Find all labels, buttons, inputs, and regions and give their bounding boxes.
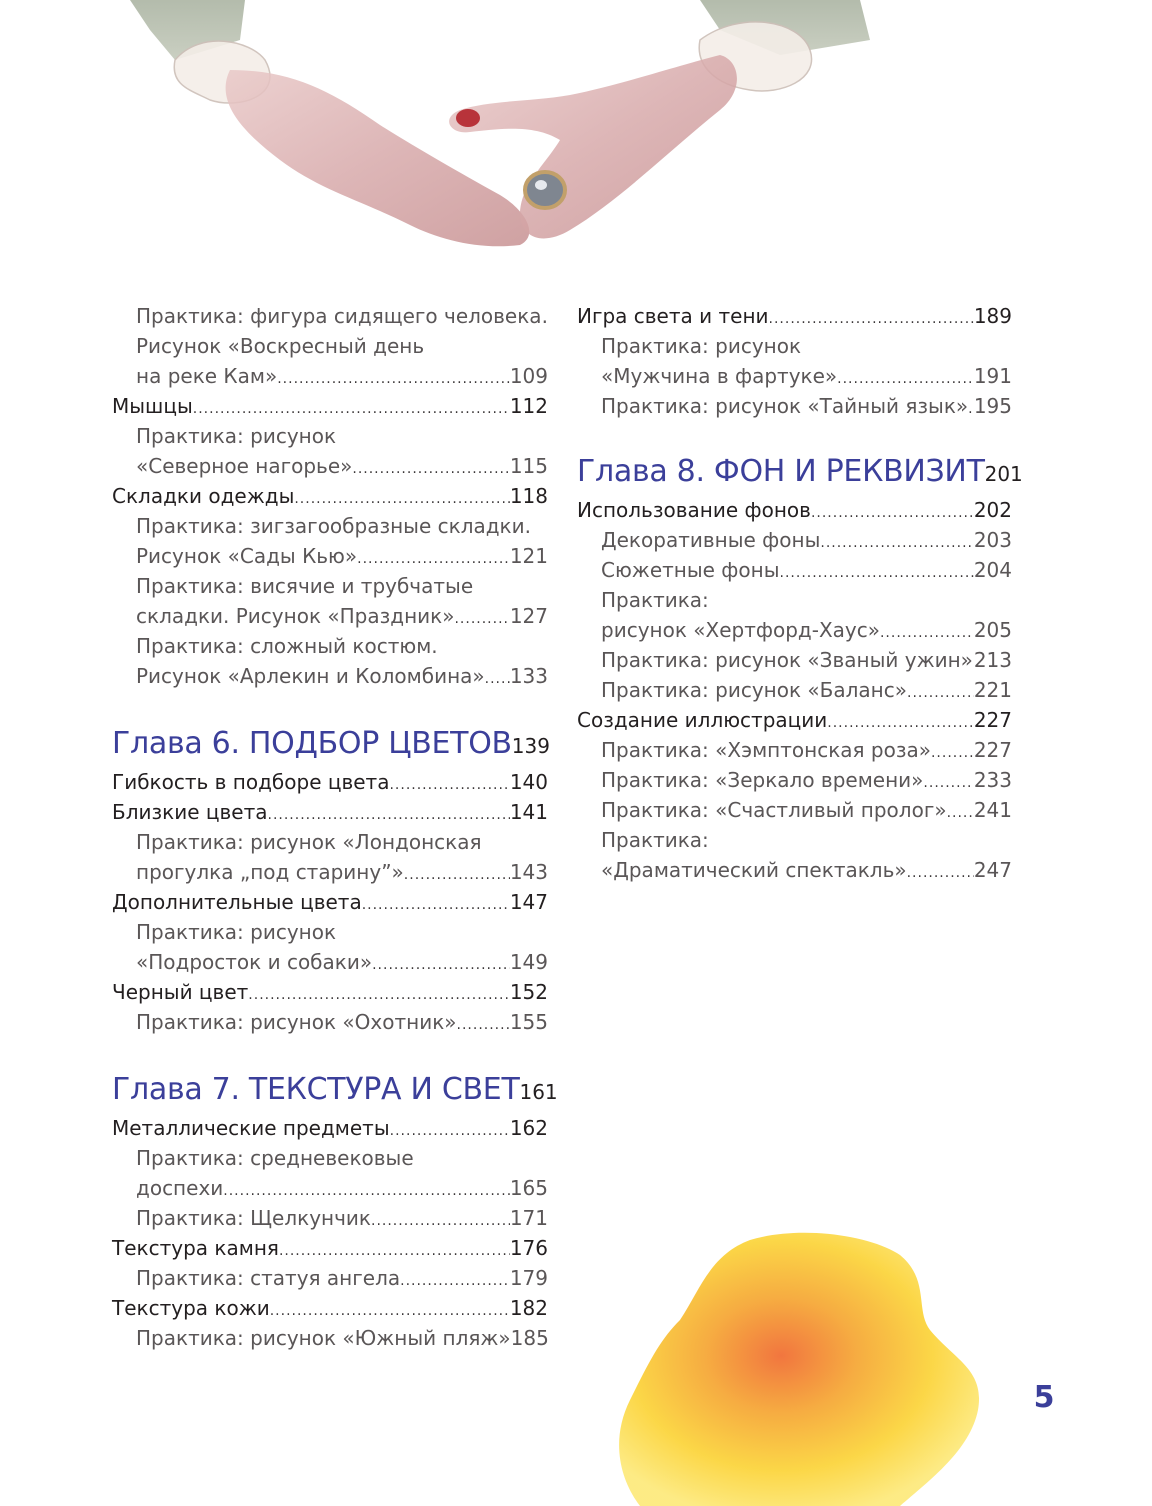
entry-text: Практика: рисунок «Тайный язык» <box>601 394 969 418</box>
entry-text: Практика: сложный костюм. <box>136 634 438 658</box>
page-ref: 213 <box>973 648 1012 672</box>
entry-text: Сюжетные фоны <box>601 558 780 582</box>
page-ref: 152 <box>509 980 548 1004</box>
dot-leader <box>279 1236 510 1266</box>
entry-text: Практика: висячие и трубчатые <box>136 574 474 598</box>
toc-subentry[interactable] <box>577 391 1012 421</box>
entry-text: Практика: <box>601 828 709 852</box>
dot-leader <box>223 1176 510 1206</box>
entry-text: Черный цвет <box>112 980 249 1004</box>
dot-leader <box>837 364 974 394</box>
page-ref: 195 <box>973 394 1012 418</box>
toc-entry-line <box>112 421 548 451</box>
page-ref: 115 <box>509 454 548 478</box>
entry-text: «Северное нагорье» <box>136 454 353 478</box>
toc-subentry[interactable] <box>577 675 1012 705</box>
page-ref: 141 <box>509 800 548 824</box>
entry-text: Игра света и тени <box>577 304 769 328</box>
page-ref: 247 <box>973 858 1012 882</box>
entry-text: Практика: рисунок «Южный пляж» <box>136 1326 511 1350</box>
page-ref: 165 <box>509 1176 548 1200</box>
entry-text: «Драматический спектакль» <box>601 858 907 882</box>
page-ref: 185 <box>510 1326 549 1350</box>
page-ref: 182 <box>509 1296 548 1320</box>
page-ref: 203 <box>973 528 1012 552</box>
page-ref: 121 <box>509 544 548 568</box>
entry-text: Мышцы <box>112 394 193 418</box>
entry-text: доспехи <box>136 1176 224 1200</box>
page-ref: 161 <box>519 1080 558 1104</box>
entry-text: Практика: рисунок «Охотник» <box>136 1010 457 1034</box>
entry-text: прогулка „под старину”» <box>136 860 404 884</box>
page-ref: 109 <box>509 364 548 388</box>
page-ref: 201 <box>984 462 1023 486</box>
entry-text: Практика: рисунок <box>601 334 802 358</box>
page-ref: 139 <box>511 734 550 758</box>
toc-section-entry[interactable] <box>577 495 1012 525</box>
toc-subentry[interactable] <box>112 451 548 481</box>
toc-subentry[interactable] <box>112 1007 548 1037</box>
dot-leader <box>372 950 510 980</box>
toc-subentry[interactable] <box>577 555 1012 585</box>
toc-section-entry[interactable] <box>577 705 1012 735</box>
chapter-title: Глава 8. ФОН И РЕКВИЗИТ <box>577 454 985 489</box>
entry-text: Рисунок «Воскресный день <box>136 334 425 358</box>
entry-text: Практика: рисунок «Званый ужин» <box>601 648 973 672</box>
chapter-title: Глава 7. ТЕКСТУРА И СВЕТ <box>112 1072 520 1107</box>
page-ref: 202 <box>973 498 1012 522</box>
entry-text: рисунок «Хертфорд-Хаус» <box>601 618 880 642</box>
entry-text: Практика: рисунок «Баланс» <box>601 678 907 702</box>
toc-subentry[interactable] <box>577 765 1012 795</box>
toc-entry-line <box>112 827 548 857</box>
dot-leader <box>352 454 509 484</box>
toc-entry-line <box>577 825 1012 855</box>
dot-leader <box>485 664 510 694</box>
entry-text: Металлические предметы <box>112 1116 390 1140</box>
entry-text: Практика: фигура сидящего человека. <box>136 304 548 328</box>
toc-section-entry[interactable] <box>112 1293 548 1323</box>
page-ref: 204 <box>973 558 1012 582</box>
toc-subentry[interactable] <box>112 601 548 631</box>
toc-entry-line <box>577 585 1012 615</box>
toc-subentry[interactable] <box>112 361 548 391</box>
dot-leader <box>880 618 974 648</box>
toc-subentry[interactable] <box>112 1173 548 1203</box>
dot-leader <box>371 1206 510 1236</box>
entry-text: Гибкость в подборе цвета <box>112 770 390 794</box>
dot-leader <box>457 1010 510 1040</box>
toc-section-entry[interactable] <box>112 1113 548 1143</box>
toc-chapter-heading[interactable] <box>112 1067 558 1113</box>
page-ref: 147 <box>509 890 548 914</box>
toc-section-entry[interactable] <box>112 797 548 827</box>
dot-leader <box>769 304 974 334</box>
dot-leader <box>193 394 510 424</box>
chapter-title: Глава 6. ПОДБОР ЦВЕТОВ <box>112 726 512 761</box>
page-ref: 233 <box>973 768 1012 792</box>
entry-text: Близкие цвета <box>112 800 268 824</box>
entry-text: Практика: «Зеркало времени» <box>601 768 924 792</box>
entry-text: Практика: рисунок <box>136 920 337 944</box>
toc-subentry[interactable] <box>577 525 1012 555</box>
entry-text: Декоративные фоны <box>601 528 821 552</box>
toc-entry-line <box>112 571 548 601</box>
page-ref: 143 <box>509 860 548 884</box>
page-ref: 189 <box>973 304 1012 328</box>
entry-text: «Подросток и собаки» <box>136 950 373 974</box>
toc-section-entry[interactable] <box>577 301 1012 331</box>
entry-text: «Мужчина в фартуке» <box>601 364 838 388</box>
toc-section-entry[interactable] <box>112 887 548 917</box>
toc-entry-line <box>112 631 548 661</box>
entry-text: Практика: рисунок <box>136 424 337 448</box>
dot-leader <box>357 544 510 574</box>
dot-leader <box>820 528 973 558</box>
toc-entry-line <box>112 301 548 331</box>
toc-subentry[interactable] <box>112 1323 548 1353</box>
toc-subentry[interactable] <box>577 615 1012 645</box>
dot-leader <box>270 1296 510 1326</box>
dot-leader <box>400 1266 510 1296</box>
dot-leader <box>811 498 974 528</box>
page-ref: 162 <box>509 1116 548 1140</box>
toc-subentry[interactable] <box>577 645 1012 675</box>
dot-leader <box>947 798 974 828</box>
page-ref: 179 <box>509 1266 548 1290</box>
entry-text: Создание иллюстрации <box>577 708 828 732</box>
dot-leader <box>277 364 510 394</box>
toc-section-entry[interactable] <box>112 481 548 511</box>
entry-text: Практика: зигзагообразные складки. <box>136 514 531 538</box>
dot-leader <box>268 800 510 830</box>
entry-text: Складки одежды <box>112 484 295 508</box>
page-ref: 171 <box>509 1206 548 1230</box>
entry-text: Дополнительные цвета <box>112 890 362 914</box>
dot-leader <box>454 604 509 634</box>
toc-entry-line <box>112 331 548 361</box>
toc-section-entry[interactable] <box>112 391 548 421</box>
dot-leader <box>827 708 974 738</box>
toc-chapter-heading[interactable] <box>112 721 548 767</box>
page-ref: 140 <box>509 770 548 794</box>
dot-leader <box>294 484 509 514</box>
entry-text: Практика: статуя ангела <box>136 1266 401 1290</box>
page-ref: 191 <box>973 364 1012 388</box>
toc-subentry[interactable] <box>577 361 1012 391</box>
page-ref: 149 <box>509 950 548 974</box>
entry-text: Практика: рисунок «Лондонская <box>136 830 482 854</box>
watercolor-blot <box>600 1220 1020 1506</box>
toc-entry-line <box>112 1143 548 1173</box>
entry-text: на реке Кам» <box>136 364 278 388</box>
dot-leader <box>931 738 974 768</box>
toc-section-entry[interactable] <box>112 1233 548 1263</box>
toc-section-entry[interactable] <box>112 977 548 1007</box>
dot-leader <box>923 768 973 798</box>
entry-text: Практика: «Счастливый пролог» <box>601 798 947 822</box>
dot-leader <box>248 980 510 1010</box>
entry-text: Практика: Щелкунчик <box>136 1206 371 1230</box>
hands-illustration <box>0 0 1152 280</box>
toc-subentry[interactable] <box>577 795 1012 825</box>
toc-subentry[interactable] <box>112 1203 548 1233</box>
entry-text: Рисунок «Сады Кью» <box>136 544 358 568</box>
dot-leader <box>780 558 974 588</box>
dot-leader <box>907 678 974 708</box>
toc-subentry[interactable] <box>577 855 1012 885</box>
entry-text: Рисунок «Арлекин и Коломбина» <box>136 664 485 688</box>
page-ref: 221 <box>973 678 1012 702</box>
toc-entry-line <box>112 917 548 947</box>
entry-text: Текстура камня <box>112 1236 279 1260</box>
page-ref: 112 <box>509 394 548 418</box>
page-number: 5 <box>1033 1380 1055 1415</box>
toc-subentry[interactable] <box>112 541 548 571</box>
dot-leader <box>390 1116 510 1146</box>
toc-subentry[interactable] <box>112 661 548 691</box>
entry-text: Практика: «Хэмптонская роза» <box>601 738 931 762</box>
page-ref: 227 <box>973 708 1012 732</box>
page-ref: 176 <box>509 1236 548 1260</box>
toc-subentry[interactable] <box>577 735 1012 765</box>
toc-left-column <box>112 301 558 1353</box>
toc-section-entry[interactable] <box>112 767 548 797</box>
page-ref: 118 <box>509 484 548 508</box>
toc-chapter-heading[interactable] <box>577 449 1023 495</box>
page-ref: 227 <box>973 738 1012 762</box>
entry-text: Практика: <box>601 588 709 612</box>
entry-text: Текстура кожи <box>112 1296 270 1320</box>
dot-leader <box>362 890 510 920</box>
dot-leader <box>404 860 510 890</box>
page-ref: 205 <box>973 618 1012 642</box>
toc-subentry[interactable] <box>112 857 548 887</box>
toc-subentry[interactable] <box>112 947 548 977</box>
toc-entry-line <box>577 331 1012 361</box>
entry-text: Использование фонов <box>577 498 811 522</box>
page-ref: 155 <box>509 1010 548 1034</box>
toc-subentry[interactable] <box>112 1263 548 1293</box>
dot-leader <box>907 858 974 888</box>
entry-text: Практика: средневековые <box>136 1146 414 1170</box>
page-ref: 127 <box>509 604 548 628</box>
dot-leader <box>389 770 509 800</box>
page-ref: 241 <box>973 798 1012 822</box>
toc-right-column <box>577 301 1023 885</box>
toc-entry-line <box>112 511 548 541</box>
page-ref: 133 <box>509 664 548 688</box>
entry-text: складки. Рисунок «Праздник» <box>136 604 455 628</box>
